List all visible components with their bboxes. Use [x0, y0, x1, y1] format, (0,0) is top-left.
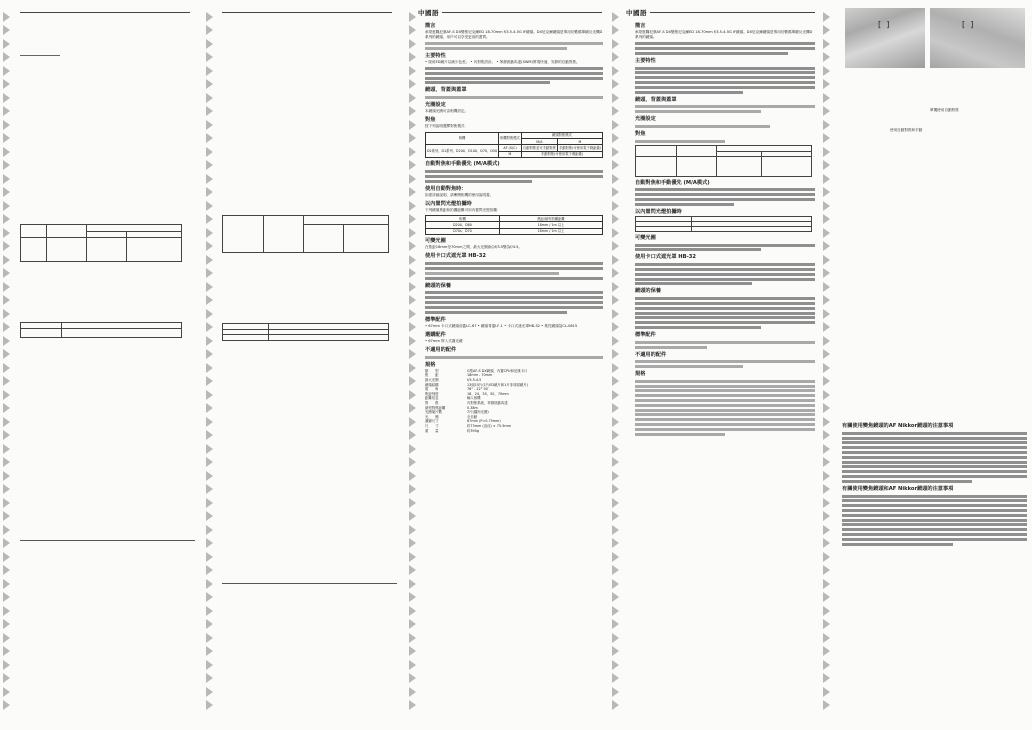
spec-key: 濾鏡尺寸 — [425, 419, 439, 424]
spec-key: 視 角 — [425, 387, 439, 392]
intro-heading: 簡言 — [425, 23, 436, 29]
flash-table-header: 焦距/最短拍攝距離 — [499, 216, 602, 222]
panel1-table — [20, 224, 182, 262]
panel4-header-rule — [650, 12, 815, 13]
spec-key: 最大光圈 — [425, 378, 439, 382]
aperture-heading: 光圈設定 — [635, 116, 656, 123]
specs-list — [425, 369, 603, 433]
fold-marks-4 — [611, 8, 621, 722]
spec-value: f/3.5-4.5 — [467, 378, 482, 382]
panel3 — [425, 20, 603, 720]
sample-photo-2 — [930, 8, 1025, 68]
spec-value: 76° - 22° 50′ — [467, 387, 489, 392]
variable-aperture-heading: 可變光圈 — [635, 234, 656, 241]
builtin-flash-heading: 以內置閃光燈拍攝時 — [635, 208, 682, 215]
lens-caps-heading: 鏡頭、背蓋與蓋罩 — [635, 96, 677, 103]
spec-value: 輸入相機 — [467, 396, 481, 401]
spec-key: 光 圈 — [425, 414, 439, 419]
aperture-heading: 光圈設定 — [425, 102, 446, 109]
photo-caption-1: 單獨使用自動對焦 — [930, 108, 959, 112]
specs-heading: 規格 — [635, 371, 646, 378]
focus-table-header-camera: 相機 — [426, 132, 499, 145]
spec-key: 對 焦 — [425, 400, 439, 405]
spec-value: 7片(圓形光圈) — [467, 410, 489, 415]
fold-marks-5 — [822, 8, 832, 722]
incompatible-heading: 不適用的配件 — [635, 351, 667, 358]
lens-care-heading: 鏡頭的保養 — [635, 288, 661, 295]
incompatible-heading: 不適用的配件 — [425, 347, 457, 354]
hood-heading: 使用卡口式遮光罩 HB-32 — [425, 253, 486, 260]
focus-heading: 對焦 — [635, 130, 646, 137]
panel4-focus-table — [635, 145, 812, 177]
spec-key: 重 量 — [425, 428, 439, 433]
focus-table-sub-m: M — [557, 139, 602, 145]
focus-table-cell: 手動對焦(可使用電子測距儀) — [558, 145, 601, 150]
std-accessories-heading: 標準配件 — [425, 316, 446, 323]
std-accessories-body: • 67mm 卡口式鏡頭前蓋LC-67 • 鏡頭背蓋LF-1 • 卡口式遮光罩HB-32 • 柔性鏡頭袋CL-0815 — [425, 323, 578, 328]
opt-accessories-body: • 67mm 擰入式濾光鏡 — [425, 338, 463, 343]
panel4-flash-table — [635, 216, 812, 232]
panel3-header-rule — [442, 12, 602, 13]
focus-heading: 對焦 — [425, 117, 436, 124]
focus-mode-table — [425, 132, 603, 159]
lens-care-heading: 鏡頭的保養 — [425, 282, 451, 289]
spec-value: 約73mm (直徑) × 75.5mm — [467, 423, 511, 428]
spec-value: 全自動 — [467, 414, 478, 419]
spec-key: 光圈葉片數 — [425, 410, 442, 415]
variable-aperture-heading: 可變光圈 — [425, 238, 446, 245]
flash-table-cell: 18mm / 1m 以上 — [499, 222, 602, 228]
flash-table-header: 相機 — [426, 216, 500, 222]
focus-bracket-mark: [ ] — [962, 20, 974, 29]
aperture-body: 本鏡頭光圈可由相機設定。 — [425, 109, 469, 114]
ma-mode-heading: 自動對焦和手動優先 (M/A模式) — [425, 161, 500, 168]
spec-value: 18、24、35、50、70mm — [467, 391, 509, 396]
spec-value: 約390g — [467, 428, 480, 433]
af-use-body: 如需詳細說明，請參閱相機的使用說明書。 — [425, 192, 494, 197]
focus-table-m-mode: M — [499, 151, 522, 157]
opt-accessories-heading: 選購配件 — [425, 331, 446, 338]
builtin-flash-body: 下列鏡頭焦距和拍攝距離可用內置閃光燈拍攝： — [425, 207, 501, 212]
spec-key: 鏡頭結構 — [425, 382, 439, 387]
panel2-footer-rule — [222, 583, 397, 584]
spec-key: 焦距刻度 — [425, 391, 439, 396]
note-heading-1: 有關使用變焦鏡頭的AF Nikkor鏡頭的注意事項 — [842, 423, 954, 429]
spec-key: 最短對焦距離 — [425, 405, 446, 410]
flash-table-cell: D70s、D70 — [426, 228, 500, 234]
lens-caps-heading: 鏡頭、背蓋與蓋罩 — [425, 87, 467, 94]
panel2 — [222, 10, 397, 720]
focus-bracket-mark: [ ] — [878, 20, 890, 29]
hood-heading: 使用卡口式遮光罩 HB-32 — [635, 254, 696, 261]
focus-table-sub-ma: M/A — [521, 139, 557, 145]
spec-value: 18mm - 70mm — [467, 373, 493, 378]
fold-marks-2 — [205, 8, 215, 722]
flash-table — [425, 215, 603, 235]
panel1-title-rule — [20, 55, 60, 56]
panel2-table-2 — [222, 323, 389, 341]
panel1 — [20, 10, 195, 720]
panel4 — [635, 20, 815, 720]
fold-marks-left — [2, 8, 12, 722]
builtin-flash-heading: 以內置閃光燈拍攝時 — [425, 200, 472, 207]
note-heading-2: 有關使用變焦鏡頭和AF Nikkor鏡頭的注意事項 — [842, 485, 954, 492]
variable-aperture-body: 在焦距18mm至70mm之間，最大光圈會由f/3.5變為f/4.5。 — [425, 245, 523, 250]
sample-photo-1 — [845, 8, 925, 68]
features-body: • 採用ED鏡片以減少色差。 • 內對焦設計。 • 寧靜波動馬達(SWM)實現快速、安靜的自動對焦。 — [425, 60, 580, 64]
focus-table-cameras: D2系列、D1系列、D200、D100、D70、D50 — [426, 145, 499, 158]
std-accessories-heading: 標準配件 — [635, 331, 656, 338]
spec-value: 內對焦系統，寧靜波動馬達 — [467, 400, 508, 405]
spec-value: G型AF-S DX鏡頭，內置CPU和尼康卡口 — [467, 368, 528, 373]
flash-table-cell: D200、D80 — [426, 222, 500, 228]
panel4-language-label: 中國語 — [626, 9, 647, 17]
ma-mode-heading: 自動對焦和手動優先 (M/A模式) — [635, 179, 710, 186]
focus-table-header-lens-mode: 鏡頭對焦模式 — [521, 132, 602, 138]
panel3-language-label: 中國語 — [418, 9, 439, 17]
spec-row — [425, 429, 603, 434]
spec-key: 尺 寸 — [425, 423, 439, 428]
spec-key: 焦 距 — [425, 373, 439, 378]
panel1-footer-rule — [20, 540, 195, 541]
flash-table-cell: 18mm / 1m 以上 — [499, 228, 602, 234]
focus-table-cell: 自動對焦並可手動對焦 — [522, 145, 556, 150]
intro-body: 承蒙惠購尼康AF-S DX變焦尼克爾ED 18-70mm f/3.5-4.5G IF鏡頭。DX尼克爾鏡頭是專用於數碼單鏡反光機D系列的鏡頭，用戶可以享受更高的畫質。 — [425, 30, 603, 40]
af-use-heading: 使用自動對焦時： — [425, 185, 467, 192]
spec-value: 0.38m — [467, 405, 478, 410]
focus-table-af-mode: AF (S/C) — [499, 145, 522, 151]
intro-body: 承蒙惠購尼康AF-S DX變焦尼克爾ED 18-70mm f/3.5-4.5G IF鏡頭。DX尼克爾鏡頭是專用於數碼單鏡反光機D系列的鏡頭。 — [635, 30, 813, 40]
focus-body: 按下列說明選擇對焦模式： — [425, 124, 469, 129]
spec-key: 類 型 — [425, 368, 439, 373]
intro-heading: 簡言 — [635, 23, 646, 29]
fold-marks-3 — [408, 8, 418, 722]
features-heading: 主要特性 — [635, 57, 656, 64]
spec-key: 距離信息 — [425, 396, 439, 401]
focus-table-cell: 手動對焦(可使用電子測距儀) — [521, 151, 602, 157]
panel2-table — [222, 215, 389, 253]
features-heading: 主要特性 — [425, 53, 446, 59]
photo-caption-2: 使用自動對焦和手動 — [890, 128, 923, 132]
spec-value: 13組15片(1片ED鏡片和1片非球面鏡片) — [467, 382, 529, 387]
spec-value: 67mm (P=0.75mm) — [467, 419, 501, 424]
panel5-notes — [842, 420, 1027, 720]
panel1-table-2 — [20, 322, 182, 338]
focus-table-header-camera-mode: 相機對焦模式 — [499, 132, 522, 145]
specs-heading: 規格 — [425, 361, 436, 368]
